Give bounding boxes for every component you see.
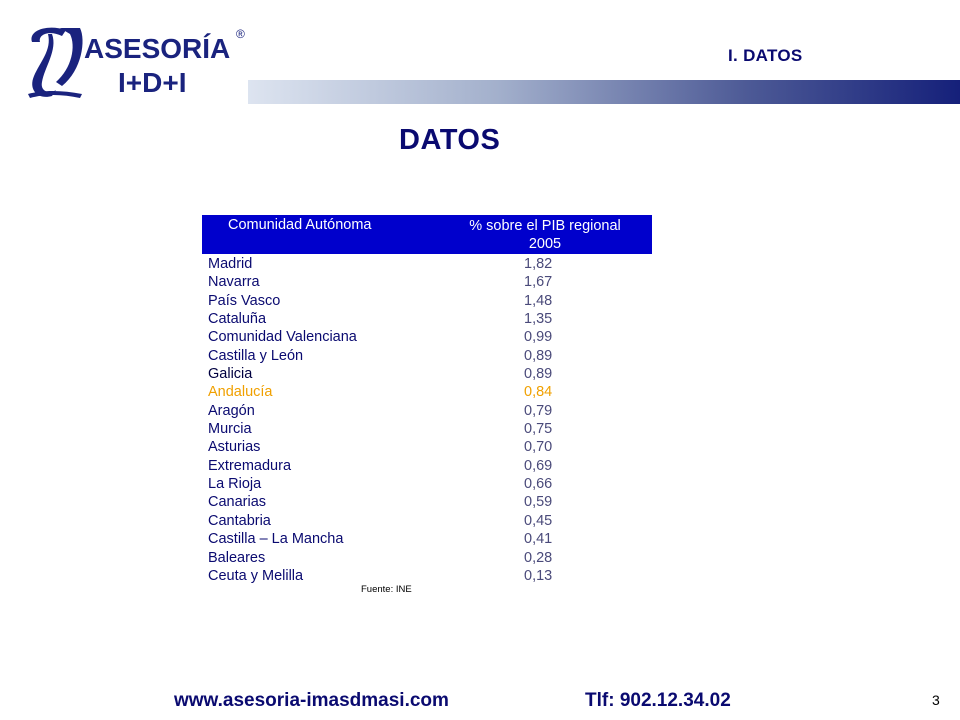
column-header-pib-line2: 2005 bbox=[528, 236, 562, 252]
logo-registered: ® bbox=[236, 27, 245, 41]
footer-website[interactable]: www.asesoria-imasdmasi.com bbox=[174, 690, 449, 711]
region-name: Aragón bbox=[208, 402, 255, 419]
region-name: Cantabria bbox=[208, 512, 271, 529]
table-row bbox=[202, 438, 652, 456]
pib-value: 0,66 bbox=[524, 476, 553, 493]
table-row bbox=[202, 475, 652, 493]
region-name: Ceuta y Melilla bbox=[208, 567, 304, 584]
header-gradient-bar bbox=[248, 80, 960, 104]
table-row bbox=[202, 567, 652, 585]
region-name: Extremadura bbox=[208, 457, 292, 474]
table-body bbox=[202, 255, 652, 585]
table-row bbox=[202, 273, 652, 291]
company-logo bbox=[22, 20, 262, 102]
region-name: Murcia bbox=[208, 421, 252, 438]
pib-value: 0,59 bbox=[524, 494, 553, 511]
pib-value: 0,69 bbox=[524, 457, 553, 474]
pib-value: 1,35 bbox=[524, 311, 553, 328]
pib-value: 0,79 bbox=[524, 402, 553, 419]
table-row bbox=[202, 512, 652, 530]
region-name: Baleares bbox=[208, 549, 266, 566]
logo-title: ASESORÍA bbox=[84, 33, 231, 64]
pib-value: 0,99 bbox=[524, 329, 553, 346]
region-name: La Rioja bbox=[208, 476, 262, 493]
region-name: Andalucía bbox=[208, 384, 273, 401]
data-table bbox=[202, 215, 652, 585]
table-row bbox=[202, 420, 652, 438]
table-row bbox=[202, 255, 652, 273]
pib-value: 0,28 bbox=[524, 549, 553, 566]
column-header-pib bbox=[450, 217, 640, 253]
region-name: Madrid bbox=[208, 256, 253, 272]
column-header-pib-line1: % sobre el PIB regional bbox=[469, 218, 621, 234]
region-name: Castilla – La Mancha bbox=[208, 531, 344, 548]
logo-monogram-icon bbox=[28, 28, 83, 98]
page-number: 3 bbox=[932, 692, 940, 708]
logo-subtitle: I+D+I bbox=[118, 67, 187, 98]
page-title: DATOS bbox=[399, 124, 501, 156]
pib-value: 0,84 bbox=[524, 384, 553, 401]
table-header bbox=[202, 215, 652, 254]
table-row bbox=[202, 310, 652, 328]
table-row bbox=[202, 328, 652, 346]
region-name: País Vasco bbox=[208, 292, 281, 309]
pib-value: 0,13 bbox=[524, 567, 553, 584]
table-row bbox=[202, 493, 652, 511]
pib-value: 1,48 bbox=[524, 292, 553, 309]
footer-phone: Tlf: 902.12.34.02 bbox=[585, 690, 731, 711]
pib-value: 0,89 bbox=[524, 347, 553, 364]
table-row bbox=[202, 292, 652, 310]
table-row bbox=[202, 402, 652, 420]
table-row bbox=[202, 530, 652, 548]
region-name: Galicia bbox=[208, 366, 253, 383]
region-name: Castilla y León bbox=[208, 347, 304, 364]
pib-value: 0,75 bbox=[524, 421, 553, 438]
region-name: Cataluña bbox=[208, 311, 267, 328]
region-name: Comunidad Valenciana bbox=[208, 329, 357, 346]
table-row bbox=[202, 383, 652, 401]
table-row bbox=[202, 549, 652, 567]
pib-value: 1,67 bbox=[524, 274, 553, 291]
region-name: Canarias bbox=[208, 494, 267, 511]
pib-value: 1,82 bbox=[524, 256, 553, 272]
table-row bbox=[202, 365, 652, 383]
pib-value: 0,70 bbox=[524, 439, 553, 456]
section-label: I. DATOS bbox=[728, 46, 803, 65]
column-header-region: Comunidad Autónoma bbox=[228, 217, 372, 233]
source-note: Fuente: INE bbox=[361, 584, 412, 595]
table-row bbox=[202, 457, 652, 475]
region-name: Asturias bbox=[208, 439, 261, 456]
pib-value: 0,41 bbox=[524, 531, 553, 548]
pib-value: 0,89 bbox=[524, 366, 553, 383]
region-name: Navarra bbox=[208, 274, 260, 291]
table-row bbox=[202, 347, 652, 365]
pib-value: 0,45 bbox=[524, 512, 553, 529]
